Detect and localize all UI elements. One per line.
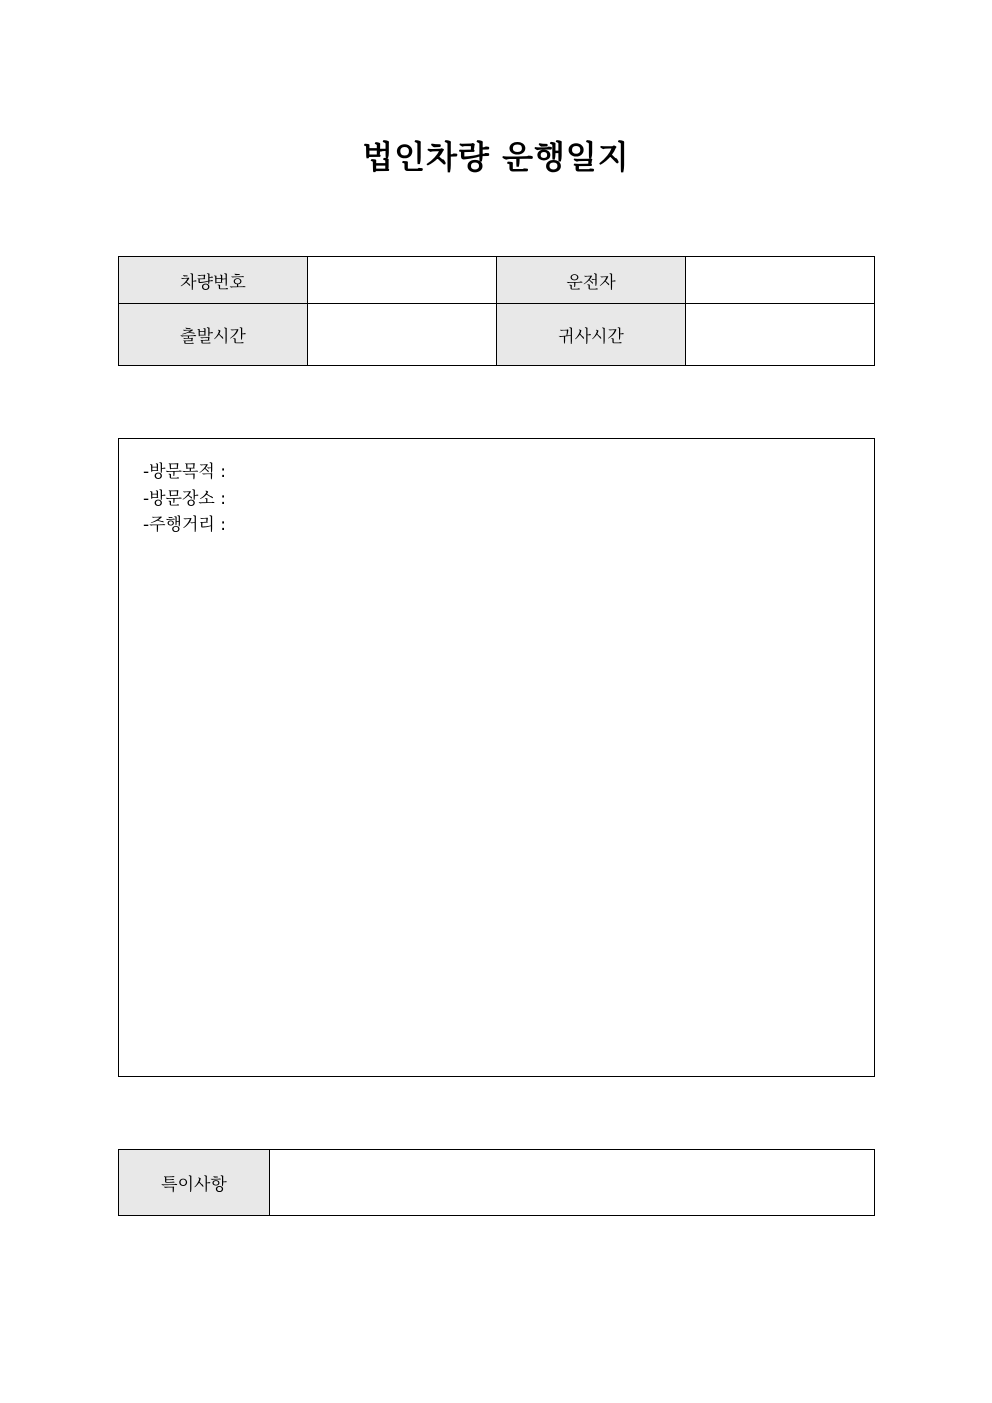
table-row: [119, 257, 875, 304]
departure-time-field[interactable]: [308, 304, 497, 366]
visit-purpose-line: -방문목적 :: [143, 462, 226, 482]
table-row: [119, 304, 875, 366]
visit-place-line: -방문장소 :: [143, 488, 226, 509]
notes-table: [118, 1149, 875, 1216]
trip-log-lines: [143, 459, 226, 539]
table-row: [119, 1150, 875, 1216]
vehicle-number-label: 차량번호: [119, 257, 308, 304]
return-time-label: 귀사시간: [497, 304, 686, 366]
return-time-field[interactable]: [686, 304, 875, 366]
mileage-line: -주행거리 :: [143, 515, 226, 535]
notes-label: 특이사항: [119, 1150, 270, 1216]
vehicle-number-field[interactable]: [308, 257, 497, 304]
document-title: 법인차량 운행일지: [362, 138, 630, 176]
departure-time-label: 출발시간: [119, 304, 308, 366]
trip-log-box[interactable]: [118, 438, 875, 1077]
notes-field[interactable]: [270, 1150, 875, 1216]
driver-field[interactable]: [686, 257, 875, 304]
driver-label: 운전자: [497, 257, 686, 304]
vehicle-info-table: [118, 256, 875, 366]
